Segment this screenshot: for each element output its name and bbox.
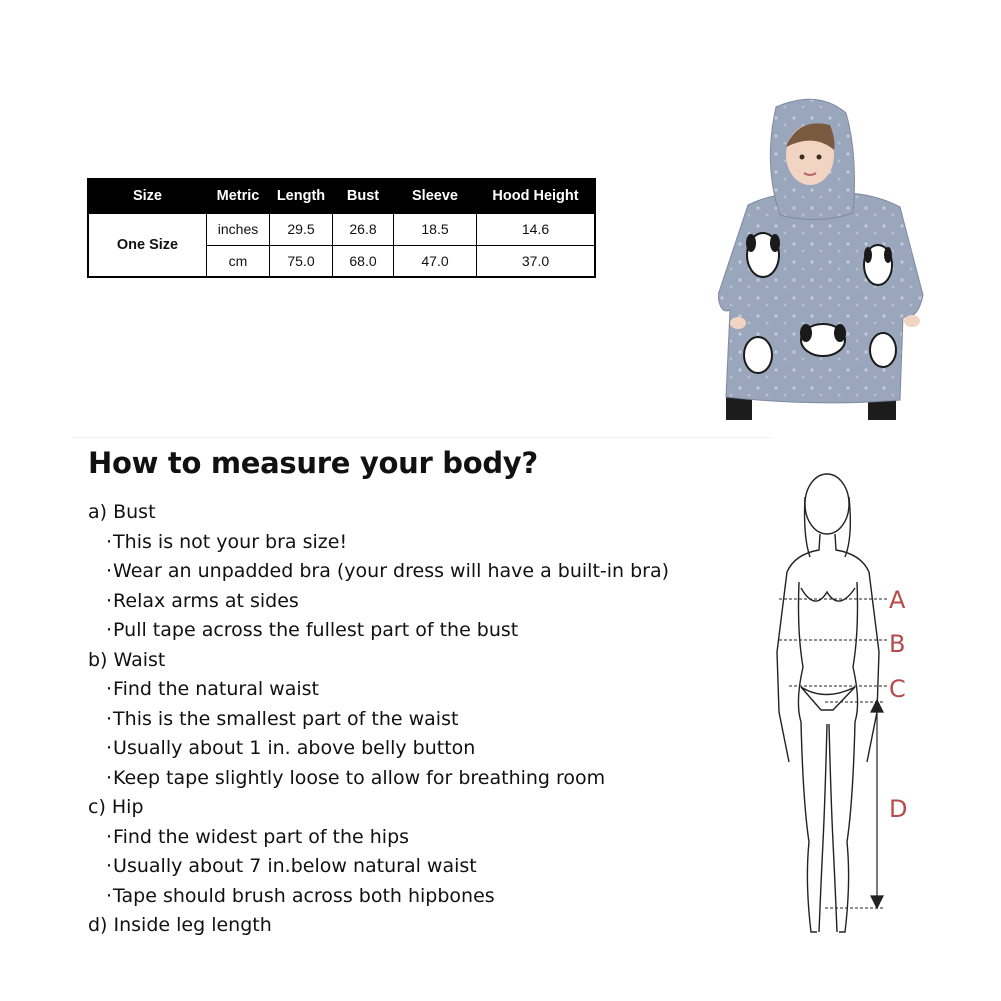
table-row bbox=[88, 213, 595, 245]
section-divider bbox=[72, 437, 772, 438]
cell-length: 75.0 bbox=[270, 245, 333, 277]
size-one-size: One Size bbox=[88, 213, 207, 277]
cell-metric: inches bbox=[207, 213, 270, 245]
cell-sleeve: 47.0 bbox=[394, 245, 477, 277]
eye-left bbox=[800, 155, 805, 160]
cell-bust: 26.8 bbox=[333, 213, 394, 245]
cell-metric: cm bbox=[207, 245, 270, 277]
header-hood-height: Hood Height bbox=[477, 179, 596, 213]
list-item: · This is the smallest part of the waist bbox=[88, 705, 669, 735]
section-inside-leg-label: d) Inside leg length bbox=[88, 914, 272, 936]
list-item: · Find the natural waist bbox=[88, 675, 669, 705]
eye-right bbox=[817, 155, 822, 160]
header-size: Size bbox=[88, 179, 207, 213]
hoodie-body bbox=[718, 193, 923, 403]
marker-b: B bbox=[889, 630, 906, 658]
section-hip-label: c) Hip bbox=[88, 796, 144, 818]
list-item: · Tape should brush across both hipbones bbox=[88, 882, 669, 912]
list-item: · Usually about 1 in. above belly button bbox=[88, 734, 669, 764]
header-bust: Bust bbox=[333, 179, 394, 213]
body-measurement-figure bbox=[765, 462, 920, 952]
list-item: · Keep tape slightly loose to allow for breathing room bbox=[88, 764, 669, 794]
body-outline bbox=[777, 474, 879, 932]
list-item: · Usually about 7 in.below natural waist bbox=[88, 852, 669, 882]
size-chart-table bbox=[87, 178, 596, 278]
size-chart-header-row bbox=[88, 179, 595, 213]
header-metric: Metric bbox=[207, 179, 270, 213]
list-item: · Pull tape across the fullest part of the bust bbox=[88, 616, 669, 646]
cell-hood-height: 14.6 bbox=[477, 213, 596, 245]
cell-bust: 68.0 bbox=[333, 245, 394, 277]
marker-a: A bbox=[889, 586, 906, 614]
marker-c: C bbox=[889, 675, 906, 703]
measurement-lines bbox=[779, 599, 887, 908]
hand-right bbox=[904, 315, 920, 327]
hand-left bbox=[730, 317, 746, 329]
header-sleeve: Sleeve bbox=[394, 179, 477, 213]
cell-hood-height: 37.0 bbox=[477, 245, 596, 277]
measurement-guide bbox=[88, 498, 669, 941]
section-bust-label: a) Bust bbox=[88, 501, 156, 523]
section-waist-label: b) Waist bbox=[88, 648, 166, 671]
page-title: How to measure your body? bbox=[88, 446, 538, 480]
list-item: · This is not your bra size! bbox=[88, 528, 669, 558]
list-item: · Wear an unpadded bra (your dress will have a built-in bra) bbox=[88, 557, 669, 587]
product-photo-hoodie bbox=[718, 95, 928, 420]
cell-length: 29.5 bbox=[270, 213, 333, 245]
marker-d: D bbox=[889, 795, 908, 823]
list-item: · Find the widest part of the hips bbox=[88, 823, 669, 853]
header-length: Length bbox=[270, 179, 333, 213]
list-item: · Relax arms at sides bbox=[88, 587, 669, 617]
cell-sleeve: 18.5 bbox=[394, 213, 477, 245]
